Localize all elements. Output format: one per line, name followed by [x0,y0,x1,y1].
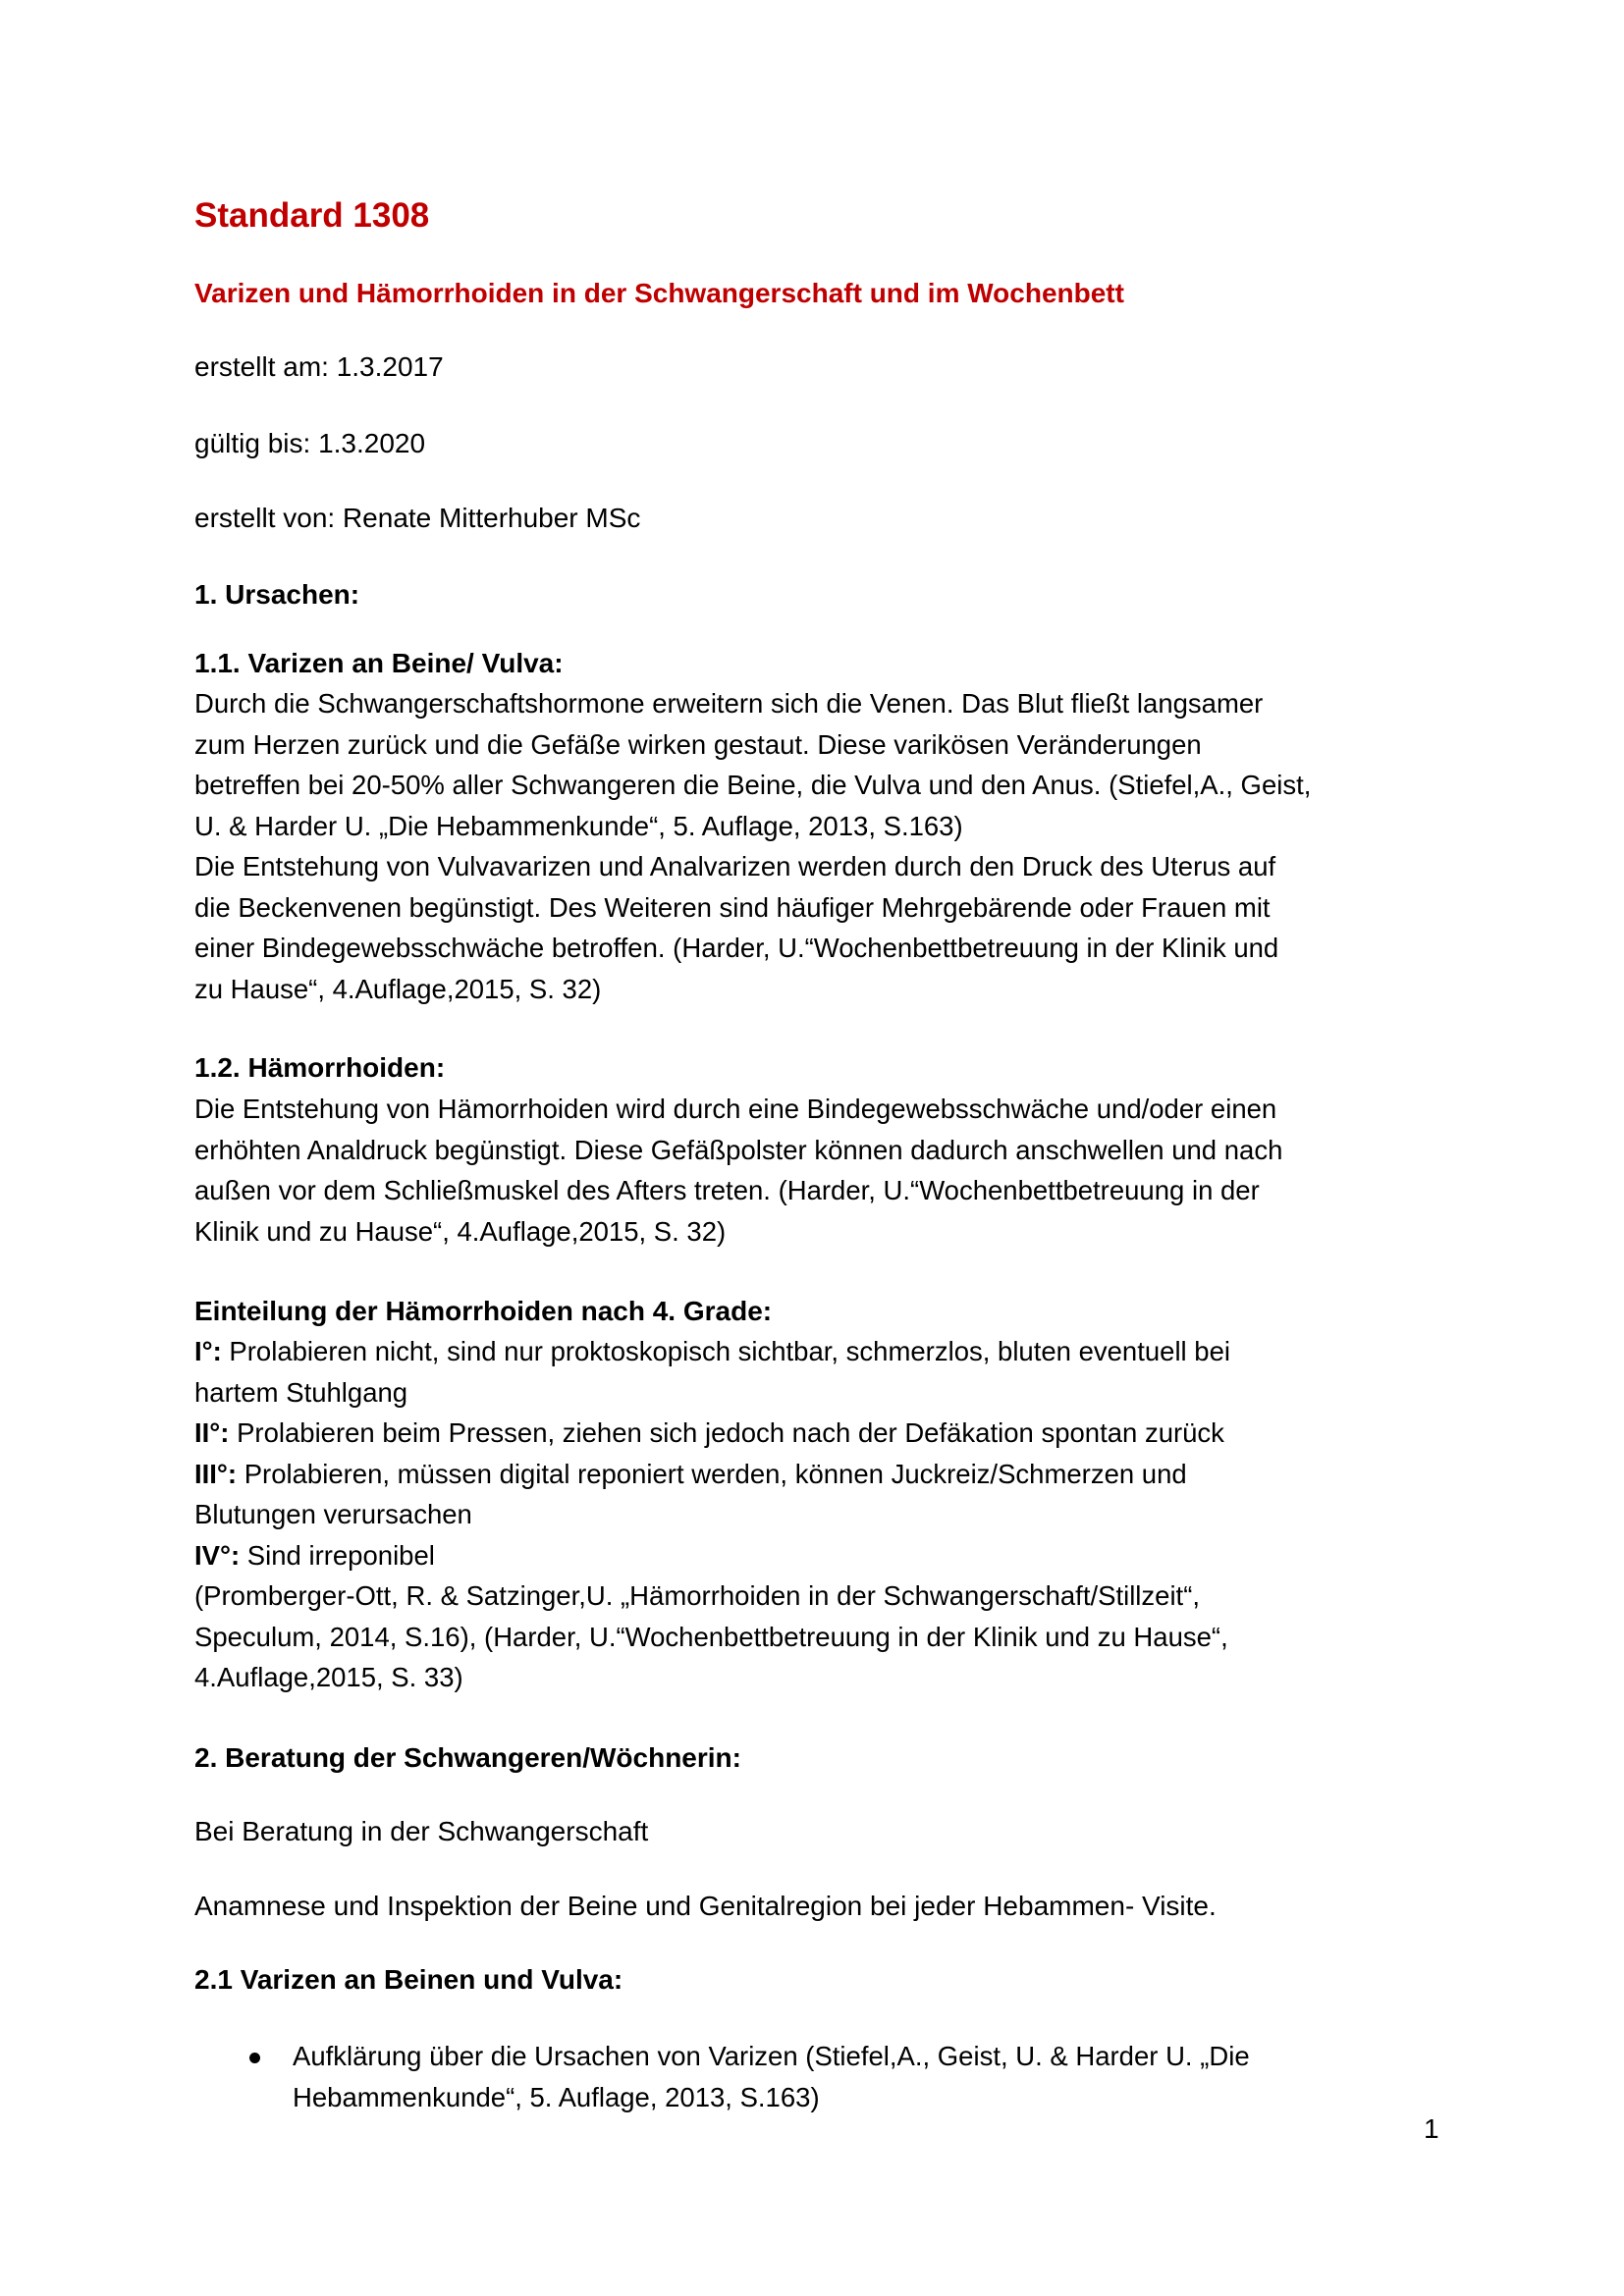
text-line: Klinik und zu Hause“, 4.Auflage,2015, S. 32) [194,1215,727,1247]
section-2-heading: 2. Beratung der Schwangeren/Wöchnerin: [194,1742,741,1773]
reference-line: Speculum, 2014, S.16), (Harder, U.“Wochenbettbetreuung in der Klinik und zu Hause“, [194,1621,1228,1652]
bullet-icon [249,2053,260,2063]
text-line: Durch die Schwangerschaftshormone erweitern sich die Venen. Das Blut fließt langsamer [194,688,1264,719]
page-number: 1 [1424,2113,1439,2144]
section-1-2-heading: 1.2. Hämorrhoiden: [194,1052,446,1083]
section-2-paragraph-2: Anamnese und Inspektion der Beine und Genitalregion bei jeder Hebammen- Visite. [194,1891,1217,1921]
text-line: die Beckenvenen begünstigt. Des Weiteren sind häufiger Mehrgebärende oder Frauen mit [194,891,1271,923]
text-line: erhöhten Analdruck begünstigt. Diese Gefäßpolster können dadurch anschwellen und nach [194,1134,1283,1165]
grade-1-label: I°: [194,1336,222,1366]
document-title: Standard 1308 [194,196,430,235]
grade-3-cont: Blutungen verursachen [194,1499,472,1529]
section-1-1-body [194,683,1451,1009]
text-line: Die Entstehung von Hämorrhoiden wird durch eine Bindegewebsschwäche und/oder einen [194,1094,1277,1124]
text-line: Aufklärung über die Ursachen von Varizen (Stiefel,A., Geist, U. & Harder U. „Die [293,2041,1250,2071]
section-1-heading: 1. Ursachen: [194,579,360,610]
document-page [194,0,1451,2296]
grade-3-label: III°: [194,1458,238,1489]
text-line: zum Herzen zurück und die Gefäße wirken gestaut. Diese varikösen Veränderungen [194,728,1202,760]
section-1-1-heading: 1.1. Varizen an Beine/ Vulva: [194,648,564,678]
grade-4-label: IV°: [194,1539,241,1571]
valid-until: gültig bis: 1.3.2020 [194,428,426,458]
section-2-paragraph-1: Bei Beratung in der Schwangerschaft [194,1816,649,1846]
section-2-1-heading: 2.1 Varizen an Beinen und Vulva: [194,1964,623,1995]
document-subtitle: Varizen und Hämorrhoiden in der Schwangerschaft und im Wochenbett [194,278,1124,308]
reference-line: (Promberger-Ott, R. & Satzinger,U. „Hämorrhoiden in der Schwangerschaft/Stillzeit“, [194,1580,1200,1611]
grade-4-text: Sind irreponibel [240,1539,435,1571]
text-line: einer Bindegewebsschwäche betroffen. (Harder, U.“Wochenbettbetreuung in der Klinik und [194,933,1279,963]
grade-1-cont: hartem Stuhlgang [194,1376,408,1408]
grade-2-text: Prolabieren beim Pressen, ziehen sich jedoch nach der Defäkation spontan zurück [229,1417,1224,1448]
grade-2-label: II°: [194,1417,230,1448]
grade-2 [194,1413,1451,1454]
grade-3 [194,1454,1451,1495]
grade-4 [194,1535,1451,1576]
bullet-text [293,2036,1451,2117]
text-line: außen vor dem Schließmuskel des Afters treten. (Harder, U.“Wochenbettbetreuung in der [194,1175,1260,1205]
created-by: erstellt von: Renate Mitterhuber MSc [194,503,641,533]
text-line: betreffen bei 20-50% aller Schwangeren die Beine, die Vulva und den Anus. (Stiefel,A., Geist, [194,770,1312,800]
grade-1-text: Prolabieren nicht, sind nur proktoskopisch sichtbar, schmerzlos, bluten eventuell bei [221,1336,1231,1366]
text-line: Die Entstehung von Vulvavarizen und Analvarizen werden durch den Druck des Uterus auf [194,851,1276,881]
grades-list [194,1331,1451,1698]
grade-3-text: Prolabieren, müssen digital reponiert werden, können Juckreiz/Schmerzen und [237,1458,1187,1489]
grade-1 [194,1331,1451,1372]
text-line: zu Hause“, 4.Auflage,2015, S. 32) [194,973,602,1004]
section-1-2-body [194,1089,1451,1252]
text-line: U. & Harder U. „Die Hebammenkunde“, 5. Auflage, 2013, S.163) [194,810,963,841]
reference-line: 4.Auflage,2015, S. 33) [194,1662,463,1692]
created-on: erstellt am: 1.3.2017 [194,351,444,382]
text-line: Hebammenkunde“, 5. Auflage, 2013, S.163) [293,2081,820,2112]
grades-heading: Einteilung der Hämorrhoiden nach 4. Grade: [194,1296,773,1326]
